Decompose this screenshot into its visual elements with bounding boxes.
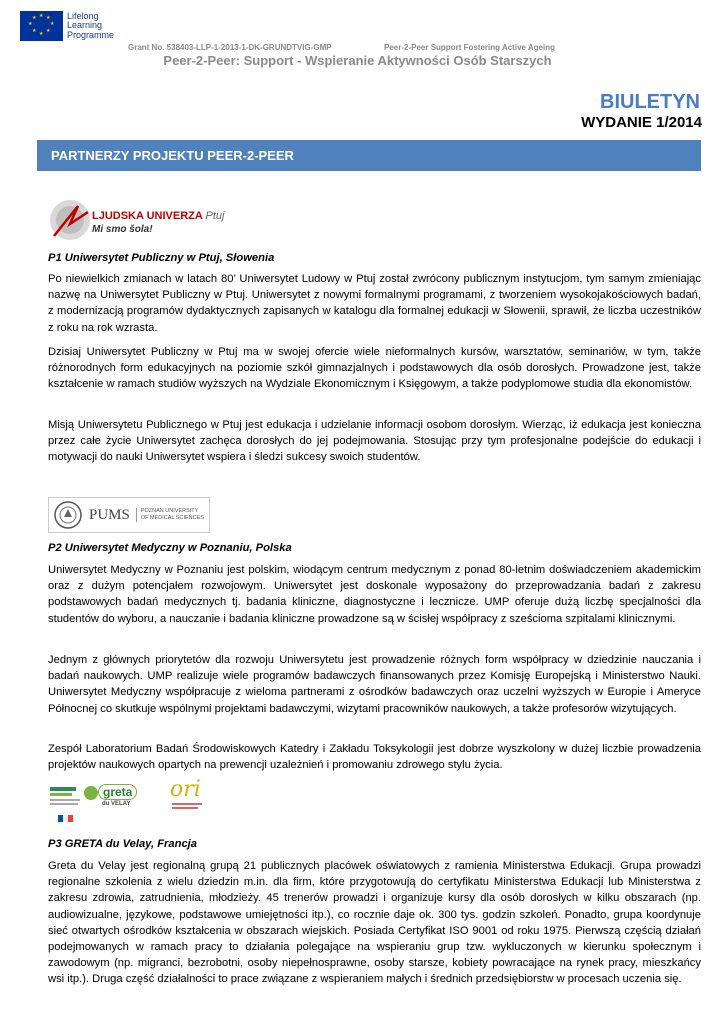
lifelong-learning-logo bbox=[20, 10, 120, 42]
grant-number: Grant No. 538403-LLP-1-2013-1-DK-GRUNDTVIG-GMP bbox=[128, 43, 332, 52]
section-title: P1 Uniwersytet Publiczny w Ptuj, Słowenia bbox=[48, 252, 275, 264]
paragraph: Greta du Velay jest regionalną grupą 21 publicznych placówek oświatowych z ramienia Ministerstwa Edukacji. Grupa prowadzi regionalne szkolenia z wielu dziedzin m.in. dla firm, które przygotowują do certyfikatu Ministerstwa Edukacji lub Ministerstwa z zakresu zdrowia, zatrudnienia, młodzieży. 45 trenerów prowadzi i organizuje kursy dla osób dorosłych w kilku obszarach (np. audiowizualne, językowe, podstawowe umiejętności itp.), co rocznie daje ok. 300 tys. godzin szkoleń. Ponadto, grupa koordynuje sieć otwartych ośrodków kształcenia w obszarach wiejskich. Posiada Certyfikat ISO 9001 od roku 1975. Pierwszą częścią działań podejmowanych w ramach pracy to działania polegające na wspieraniu grup tzw. wykluczonych w kierunku społecznym i zawodowym (np. migranci, bezrobotni, osoby niepełnosprawne, osoby starsze, kobiety powracające na rynek pracy, mieszkańcy wsi itp.). Druga część działalności to prace związane z wspieraniem małych i średnich przedsiębiorstw w procesach uczenia się. bbox=[48, 860, 701, 986]
academie-logo-icon bbox=[48, 779, 88, 827]
logo-text-line: Lifelong bbox=[67, 10, 99, 21]
eu-flag-icon: ★ ★ ★ ★ ★ ★ ★ ★ bbox=[20, 11, 63, 41]
pums-name-line: OF MEDICAL SCIENCES bbox=[140, 515, 204, 521]
section-banner: PARTNERZY PROJEKTU PEER-2-PEER bbox=[37, 140, 701, 171]
section-title: P2 Uniwersytet Medyczny w Poznaniu, Polska bbox=[48, 542, 292, 554]
newsletter-title: BIULETYN bbox=[600, 91, 700, 113]
paragraph: Misją Uniwersytetu Publicznego w Ptuj jest edukacja i udzielanie informacji osobom dorosłym. Wierząc, iż edukacja jest konieczna przez całe życie Uniwersytet zachęca dorosłych do jej podejmowania. Stosując przy tym profesjonalne podejście do edukacji i motywacji do nauki Uniwersytet wspiera i śledzi sukcesy swoich studentów. bbox=[48, 419, 701, 464]
pums-name-line: POZNAN UNIVERSITY bbox=[140, 508, 199, 514]
paragraph: Po niewielkich zmianach w latach 80’ Uniwersytet Ludowy w Ptuj został zwrócony publicznym instytucjom, tym samym zmieniając nazwę na Uniwersytet Publiczny w Ptuj. Uniwersytet z nowymi formalnymi programami, z tworzeniem wysokojakościowych badań, z modernizacją programów dydaktycznych zapisanych w katalogu dla formalnej edukacji w Słowenii, sprawił, że liczba uczestników z roku na rok wzrasta. bbox=[48, 273, 701, 334]
issue-number: WYDANIE 1/2014 bbox=[581, 114, 702, 131]
ljudska-univerza-logo bbox=[48, 196, 228, 246]
logo-text-line: Programme bbox=[67, 29, 115, 40]
paragraph: Uniwersytet Medyczny w Poznaniu jest polskim, wiodącym centrum medycznym z ponad 80-letnim doświadczeniem akademickim oraz z dużym potencjałem rozwojowym. Uniwersytet jest doskonale wyposażony do przeprowadzania badań z zakresu podstawowych badań medycznych tj. badania kliniczne, diagnostyczne i lecznicze. UMP oferuje dużą liczbę specjalności dla studentów do wyboru, a nauczanie i badania kliniczne prowadzone są w ścisłej współpracy z sześcioma szpitalami klinicznymi. bbox=[48, 564, 701, 625]
paragraph: Zespół Laboratorium Badań Środowiskowych Katedry i Zakładu Toksykologii jest dobrze wyszkolony w dużej liczbie prowadzenia projektów naukowych opartych na prewencji uzależnień i promowaniu zdrowego stylu życia. bbox=[48, 743, 701, 772]
project-name-en: Peer-2-Peer Support Fostering Active Ageing bbox=[384, 43, 555, 52]
logo-main-text: LJUDSKA UNIVERZA bbox=[92, 210, 203, 222]
greta-logo-text: greta bbox=[98, 784, 137, 800]
pums-logo bbox=[48, 497, 210, 533]
project-name-pl: Peer-2-Peer: Support - Wspieranie Aktywności Osób Starszych bbox=[163, 53, 552, 68]
greta-logos bbox=[48, 779, 208, 829]
section-title: P3 GRETA du Velay, Francja bbox=[48, 838, 198, 850]
greta-logo-sub: du VELAY bbox=[102, 801, 131, 807]
pums-abbr: PUMS bbox=[89, 506, 130, 523]
logo-slogan: Mi smo šola! bbox=[92, 224, 153, 235]
ljudska-globe-icon bbox=[48, 198, 94, 244]
paragraph: Jednym z głównych priorytetów dla rozwoju Uniwersytetu jest prowadzenie różnych form współpracy w dziedzinie nauczania i badań naukowych. UMP realizuje wiele programów badawczych finansowanych przez Komisję Europejską i Ministerstwo Nauki. Uniwersytet Medyczny współpracuje z wieloma partnerami z ośrodków badawczych oraz uczelni wyższych w Europie i Ameryce Północnej co skutkuje wspólnymi projektami badawczymi, wizytami pracowników naukowych, a także profesorów wizytujących. bbox=[48, 654, 701, 715]
pums-seal-icon bbox=[53, 500, 83, 530]
logo-city-text: Ptuj bbox=[205, 210, 225, 222]
ori-logo-text: ori bbox=[170, 777, 201, 802]
paragraph: Dzisiaj Uniwersytet Publiczny w Ptuj ma w swojej ofercie wiele nieformalnych kursów, warsztatów, seminariów, w tym, także różnorodnych form edukacyjnych na poziomie szkół gimnazjalnych i podstawowych dla osób dorosłych. Prowadzone jest, także kształcenie w ramach studiów wyższych na Wydziale Ekonomicznym i Księgowym, a także podyplomowe studia dla ekonomistów. bbox=[48, 346, 701, 391]
logo-text-line: Learning bbox=[67, 20, 103, 31]
